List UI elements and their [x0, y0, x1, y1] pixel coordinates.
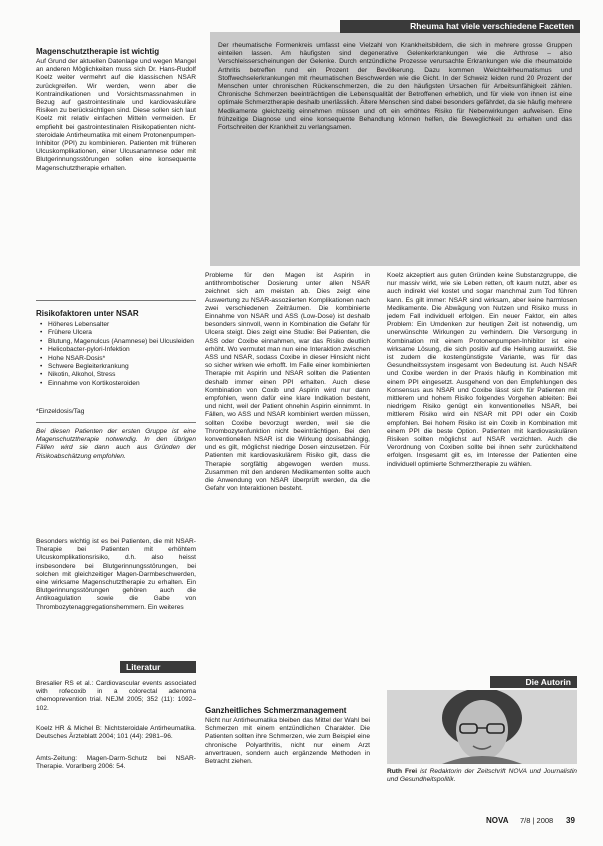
author-photo: [387, 690, 577, 764]
author-name: Ruth Frei: [387, 768, 418, 775]
portrait-image: [387, 690, 577, 764]
list-item: • Einnahme von Kortikosteroiden: [40, 380, 196, 388]
list-item: • Blutung, Magenulcus (Anamnese) bei Ulcusleiden: [40, 338, 196, 346]
literatur-entry: Koelz HR & Michel B: Nichtsteroidale Antirheumatika. Deutsches Ärzteblatt 2004; 101 (44): 2981–96.: [36, 725, 196, 741]
risk-heading: Risikofaktoren unter NSAR: [36, 309, 139, 318]
list-item: • Frühere Ulcera: [40, 329, 196, 337]
page-number: 39: [566, 816, 575, 825]
mid-column-text-2: Nicht nur Antirheumatika bleiben das Mittel der Wahl bei Schmerzen mit einem entzündlichen Charakter. Die Patienten sollten ihre Schmerzen, wie zum Beispiel eine chronische Polyarthritis, nicht nur einem Arzt anvertrauen, sondern auch ergänzende Methoden in Betracht ziehen.: [205, 717, 370, 766]
author-caption: [387, 768, 577, 802]
list-item: • Hohe NSAR-Dosis*: [40, 355, 196, 363]
list-item: • Helicobacter-pylori-Infektion: [40, 346, 196, 354]
info-box-title: Rheuma hat viele verschiedene Facetten: [340, 20, 580, 33]
list-item: • Höheres Lebensalter: [40, 321, 196, 329]
mid-column-text: Probleme für den Magen ist Aspirin in antithrombotischer Dosierung unter allen NSAR zeichnet sich am meisten ab. Dies zeigt eine Auswertung zu NSAR-assoziierten Komplikationen nach zwei verschiedenen Zeiträumen. Die kombinierte Einnahme von NSAR und ASS (Low-Dose) ist deshalb besonders sinnvoll, wenn in Kombination die Gefahr für Ulcera steigt. Dies zeigt eine Studie: Bei Patienten, die ASS oder Coxibe einnahmen, war das Risiko deutlich erhöht. Wo vermutet man nun eine Interaktion zwischen ASS und NSAR, sodass Coxibe in dieser Hinsicht nicht so sicher wirken wie erhofft. Im Falle einer kombinierten Therapie mit Aspirin und NSAR sollten die Patienten deshalb immer einen PPI erhalten. Auch diese Kombination von Coxib und Aspirin wird nur dann empfohlen, wenn dafür eine klare Indikation besteht, und nicht, weil der Patient ohnehin Aspirin einnimmt. In Fällen, wo ASS und NSAR kombiniert werden müssen, sollten Coxibe bevorzugt werden, weil sie die Thrombozytenfunktion nicht beeinträchtigen. Bei den konventionellen NSAR ist die Wirkung dosisabhängig, und es gilt, möglichst niedrige Dosen einzusetzen. Für Patienten mit kardiovaskulärem Risiko gilt, dass die Therapie sorgfältig abgewogen werden muss. Zusammen mit den anderen Medikamenten sollte auch die Anwendung von NSAR überprüft werden, da die Gefahr von Interaktionen besteht.: [205, 272, 370, 493]
author-description: ist Redaktorin der Zeitschrift NOVA und Journalistin und Gesundheitspolitik.: [387, 768, 577, 784]
right-column-text: Koelz akzeptiert aus guten Gründen keine Substanzgruppe, die nur massiv wirkt, wie sie Leben retten, oft kaum nutzt, aber es auch indirekt viel kostet und sogar manchmal zum Tod führen kann. Es gilt immer: NSAR sind wirksam, aber keine harmlosen Medikamente. Die Abwägung von Nutzen und Risiko muss in jedem Fall individuell erfolgen. Ein neuer Faktor, ein altes Problem: Ein Umdenken zur heutigen Zeit ist notwendig, um unerwünschte Wirkungen zu verhindern. Die Versorgung in Kombination mit einem Protonenpumpen-Inhibitor ist eine wirksame Lösung, die sich positiv auf die Heilung auswirkt. Sie ist zudem die kostengünstigste Variante, was für das Gesundheitssystem insgesamt von Bedeutung ist. Auch NSAR und Coxibe werden in der Praxis häufig in Kombination mit einem PPI eingesetzt. Ausgehend von den Empfehlungen des Konsensus aus NSAR und Coxibe lässt sich für Patienten mit mittlerem und hohem Risiko folgendes Vorgehen ableiten: Bei niedrigem Risiko genügt ein konventionelles NSAR, bei mittlerem Risiko wird ein NSAR mit PPI oder ein Coxib empfohlen. Bei hohem Risiko ist ein Coxib in Kombination mit einem PPI die beste Option. Patienten mit kardiovaskulären Risiken sollten möglichst auf NSAR verzichten. Auch die Verordnung von Coxiben sollte bei ihnen sehr zurückhaltend erfolgen. Insgesamt gilt es, im Interesse der Patienten eine individuell optimierte Schmerztherapie zu wählen.: [387, 272, 577, 468]
sidebar-body: Auf Grund der aktuellen Datenlage und wegen Mangel an anderen Möglichkeiten muss sich Dr. Hans-Rudolf Koelz weiter vermehrt auf die klassischen NSAR zurückgreifen. Wir werden, wenn aber die Kontraindikationen und Vorsichtsmassnahmen in Bezug auf gastrointestinale und kardiovaskuläre Risiken zu berücksichtigen sind. Diese sollen sich laut Koelz mit relativ einfachen Mitteln vermeiden. Er empfiehlt bei gastrointestinalen Risikopatienten nicht-steroidale Antirheumatika mit einem Protonenpumpen-Inhibitor (PPI) zu kombinieren. Patienten mit früheren Ulcuskomplikationen, einer Ulcusanamnese oder mit Blutgerinnungsstörungen sollen eine konsequente Magenschutztherapie erhalten.: [36, 58, 196, 172]
list-item: • Nikotin, Alkohol, Stress: [40, 371, 196, 379]
col1-paragraph: Besonders wichtig ist es bei Patienten, die mit NSAR-Therapie bei Patienten mit erhöhtem Ulcuskomplikationsrisiko, d.h. also heisst insbesondere bei Blutgerinnungsstörungen, bei solchen mit gleichzeitiger Magen-Darmbeschwerden, eine wirksame Magenschutztherapie zu erhalten. Ein Blutgerinnungsstörungen gehören auch die Antikoagulation sowie die Gabe von Thrombozytenaggregationshemmern. Ein weiteres: [36, 538, 196, 611]
risk-list: [40, 321, 196, 388]
info-box-text: Der rheumatische Formenkreis umfasst eine Vielzahl von Krankheitsbildern, die sich in mehrere grosse Gruppen einteilen lassen. Am häufigsten sind degenerative Gelenkerkrankungen wie die Arthrose – also Verschleisserscheinungen der Gelenke. Durch entzündliche Prozesse verursachte Erkrankungen wie die rheumatoide Arthritis betreffen rund ein Prozent der Bevölkerung. Dazu kommen Weichteilrheumatismus und Stoffwechselerkrankungen mit rheumatischen Beschwerden wie die Gicht. In der Schweiz leiden rund 20 Prozent der Menschen unter chronischen Rückenschmerzen, die zu den häufigsten Ursachen für Arbeitsunfähigkeit zählen. Chronische Schmerzen beeinträchtigen die Lebensqualität der Betroffenen erheblich, und für viele von ihnen ist eine optimale Schmerztherapie deshalb unerlässlich. Ältere Menschen sind dabei besonders gefährdet, da sie häufig mehrere Medikamente gleichzeitig einnehmen müssen und oft ein erhöhtes Risiko für Nebenwirkungen aufweisen. Eine frühzeitige Diagnose und eine konsequente Behandlung können helfen, die Beweglichkeit zu erhalten und das Fortschreiten der Krankheit zu verlangsamen.: [218, 42, 572, 132]
divider: [36, 422, 196, 423]
mid-heading: Ganzheitliches Schmerzmanagement: [205, 706, 347, 715]
author-title: Die Autorin: [490, 676, 577, 688]
literatur-title: Literatur: [120, 661, 196, 673]
sidebar-heading: Magenschutztherapie ist wichtig: [36, 47, 160, 56]
risk-footnote: *Einzeldosis/Tag: [36, 408, 85, 415]
divider: [36, 300, 196, 301]
italic-note: Bei diesen Patienten der ersten Gruppe ist eine Magenschutztherapie notwendig. In den übrigen Fällen wird sie dann auch aus Gründen der Risikoabschätzung empfohlen.: [36, 428, 196, 460]
footer-magazine: NOVA: [486, 816, 509, 825]
footer-issue: 7/8 | 2008: [520, 816, 554, 825]
list-item: • Schwere Begleiterkrankung: [40, 363, 196, 371]
literatur-entry: Amts-Zeitung: Magen-Darm-Schutz bei NSAR-Therapie. Vorarlberg 2006: 54.: [36, 755, 196, 771]
literatur-entry: Bresalier RS et al.: Cardiovascular events associated with rofecoxib in a colorectal adenoma chemoprevention trial. NEJM 2005; 352 (11): 1092–102.: [36, 680, 196, 712]
